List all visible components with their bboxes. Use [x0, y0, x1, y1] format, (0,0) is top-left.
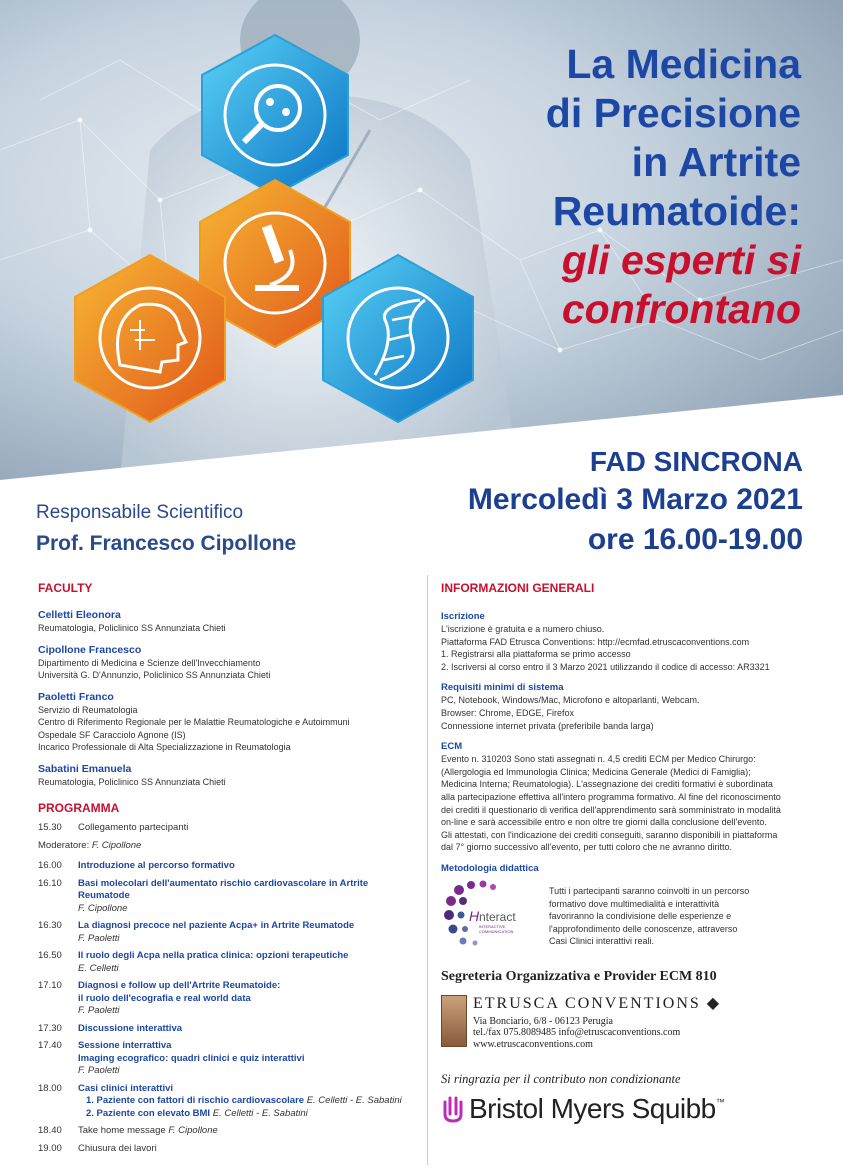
left-column [38, 580, 413, 1160]
program-row [38, 1083, 413, 1121]
program-content [78, 822, 413, 835]
title-line: La Medicina [566, 41, 801, 87]
faculty-name: Cipollone Francesco [38, 643, 142, 656]
sub-title: 2. Paziente con elevato BMI [86, 1107, 211, 1119]
program-row [38, 980, 413, 1018]
etrusca-name [473, 995, 721, 1013]
etrusca-logo-icon [441, 995, 467, 1047]
info-line: alla partecipazione effettiva all'intero programma formativo. Al fine del riconoscimento [441, 791, 781, 802]
faculty-affiliation: Incarico Professionale di Alta Specializzazione in Reumatologia [38, 742, 291, 752]
info-line: Connessione internet privata (preferibile banda larga) [441, 720, 654, 731]
program-speaker: E. Celletti [78, 962, 119, 974]
info-line: Gli attestati, con l'indicazione dei crediti conseguiti, saranno disponibili in piattaforma [441, 829, 778, 840]
program-speaker: F. Cipollone [78, 902, 128, 914]
moderator-name: F. Cipollone [91, 839, 142, 851]
scientific-lead [36, 500, 296, 558]
methodology-line: Casi Clinici interattivi reali. [549, 936, 655, 947]
faculty-affiliation: Ospedale SF Caracciolo Agnone (IS) [38, 729, 186, 740]
info-line: 1. Registrarsi alla piattaforma se primo accesso [441, 649, 631, 660]
program-title: Il ruolo degli Acpa nella pratica clinica: opzioni terapeutiche [78, 950, 349, 961]
program-time: 16.30 [38, 920, 62, 931]
programma-heading: PROGRAMMA [38, 801, 120, 815]
info-sections [441, 610, 811, 875]
program-time: 17.10 [38, 980, 62, 991]
program-time: 18.00 [38, 1082, 62, 1094]
program-speaker: F. Cipollone [168, 1125, 218, 1136]
event-date: Mercoledì 3 Marzo 2021 [467, 483, 803, 516]
interact-sub2: COMMUNICATION [479, 928, 514, 934]
program-time: 15.30 [38, 822, 62, 833]
faculty-member [38, 690, 413, 754]
event-schedule [468, 444, 803, 560]
interact-logo [441, 875, 541, 955]
methodology-line: formativo dove multimedialità e interattività [549, 898, 720, 909]
column-divider [427, 575, 428, 1165]
program-row [38, 878, 413, 916]
title-line: in Artrite [631, 139, 801, 185]
methodology-line: Tutti i partecipanti saranno coinvolti in un percorso [549, 885, 750, 896]
moderator-line [38, 840, 413, 853]
info-line: dei crediti il questionario di verifica dell'apprendimento sarà somministrato in modalità [441, 804, 781, 815]
sub-speaker: E. Celletti - E. Sabatini [212, 1107, 308, 1119]
faculty-affiliation: Università G. D'Annunzio, Policlinico SS Annunziata Chieti [38, 670, 271, 680]
program-title: Collegamento partecipanti [78, 822, 189, 833]
methodology-text [541, 875, 749, 955]
faculty-affiliation: Dipartimento di Medicina e Scienze dell'Invecchiamento [38, 657, 261, 668]
info-line: 2. Iscriversi al corso entro il 3 Marzo 2021 utilizzando il codice di accesso: AR3321 [441, 661, 770, 672]
program-time: 16.50 [38, 950, 62, 961]
sponsor-logo [441, 1093, 811, 1125]
faculty-name: Paoletti Franco [38, 690, 114, 703]
program-title: Discussione interattiva [78, 1022, 183, 1034]
info-section-text [441, 694, 811, 732]
program-row [38, 950, 413, 975]
program-time: 17.30 [38, 1022, 62, 1034]
program-content [78, 1023, 413, 1036]
program-speaker: F. Paoletti [78, 932, 120, 944]
program-time: 16.10 [38, 877, 62, 889]
info-line: Evento n. 310203 Sono stati assegnati n. 4,5 crediti ECM per Medico Chirurgo: [441, 754, 756, 765]
event-mode: FAD SINCRONA [589, 446, 803, 477]
methodology-block [441, 875, 811, 955]
title-line-red: confrontano [561, 286, 801, 332]
faculty-affiliation: Reumatologia, Policlinico SS Annunziata Chieti [38, 623, 226, 633]
program-title: Diagnosi e follow up dell'Artrite Reumatoide: [78, 980, 281, 991]
scientific-lead-name: Prof. Francesco Cipollone [36, 532, 297, 555]
program-sub-item [78, 1095, 413, 1108]
faculty-member [38, 762, 413, 789]
etrusca-block [441, 995, 811, 1051]
interact-sub1: INTERACTIVE [479, 923, 506, 929]
info-line: dal 7° giorno successivo all'evento, per tutti coloro che ne avranno diritto. [441, 842, 732, 853]
info-section-title: Metodologia didattica [441, 862, 539, 874]
program-content [78, 1083, 413, 1121]
program-title: Chiusura dei lavori [78, 1142, 157, 1154]
etrusca-address [473, 1016, 721, 1051]
program-content [78, 950, 413, 975]
info-section-title: Iscrizione [441, 611, 485, 622]
info-line: on-line e sarà accessibile entro e non oltre tre giorni dalla conclusione dell'evento. [441, 817, 767, 828]
program-content [78, 878, 413, 916]
info-line: Browser: Chrome, EDGE, Firefox [441, 707, 575, 718]
info-section-title: ECM [441, 741, 463, 753]
program-time: 18.40 [38, 1125, 62, 1136]
scientific-lead-label: Responsabile Scientifico [36, 502, 244, 523]
program-title: Sessione interrattiva [78, 1040, 172, 1051]
info-line: (Allergologia ed Immunologia Clinica; Medicina Generale (Medici di Famiglia); [441, 766, 751, 777]
event-time: ore 16.00-19.00 [587, 523, 803, 556]
address-line: www.etruscaconventions.com [473, 1038, 593, 1050]
programma-list [38, 822, 413, 1155]
program-content [78, 860, 413, 873]
program-title-2: Imaging ecografico: quadri clinici e quiz interattivi [78, 1052, 305, 1064]
info-line: Medicina Interna; Reumatologia). L'assegnazione dei crediti formativi è subordinata [441, 779, 773, 790]
svg-text:H: H [469, 907, 480, 924]
address-line: Via Bonciario, 6/8 - 06123 Perugia [473, 1015, 613, 1027]
program-speaker: F. Paoletti [78, 1005, 120, 1016]
program-row [38, 1125, 413, 1138]
program-content [78, 1040, 413, 1078]
program-content [78, 980, 413, 1018]
program-content [78, 1143, 413, 1156]
program-title: Basi molecolari dell'aumentato rischio cardiovascolare in Artrite Reumatode [78, 877, 369, 901]
program-content [78, 1125, 413, 1138]
faculty-heading: FACULTY [38, 581, 93, 595]
etrusca-name-text: ETRUSCA CONVENTIONS [473, 994, 701, 1012]
info-section-text [441, 623, 811, 673]
title-line: Reumatoide: [552, 188, 801, 234]
title-line: di Precisione [545, 90, 801, 136]
info-line: L'iscrizione è gratuita e a numero chiuso. [441, 624, 605, 634]
info-section-title: Requisiti minimi di sistema [441, 682, 564, 694]
right-column [441, 580, 811, 1125]
interact-word: nteract [479, 909, 516, 924]
program-row [38, 1040, 413, 1078]
methodology-line: favoriranno la condivisione delle esperienze e [549, 911, 732, 922]
event-title [371, 40, 801, 334]
program-title: Take home message [78, 1125, 166, 1136]
faculty-affiliation: Servizio di Reumatologia [38, 704, 138, 715]
program-title: Casi clinici interattivi [78, 1082, 174, 1094]
program-speaker: F. Paoletti [78, 1065, 120, 1076]
program-content [78, 920, 413, 945]
program-time: 17.40 [38, 1040, 62, 1051]
faculty-member [38, 643, 413, 682]
program-time: 16.00 [38, 860, 62, 871]
program-row [38, 1143, 413, 1156]
program-title-2: il ruolo dell'ecografia e real world data [78, 992, 251, 1004]
program-sub-item [78, 1108, 413, 1121]
bms-mark-icon [441, 1094, 465, 1124]
methodology-lines [549, 885, 749, 948]
program-time: 19.00 [38, 1142, 62, 1154]
faculty-list [38, 608, 413, 788]
sponsor-thanks: Si ringrazia per il contributo non condizionante [441, 1072, 681, 1087]
methodology-line: l'approfondimento delle conoscenze, attraverso [549, 923, 738, 934]
info-line: Piattaforma FAD Etrusca Conventions: http://ecmfad.etruscaconventions.com [441, 636, 750, 647]
program-row [38, 920, 413, 945]
program-title: Introduzione al percorso formativo [78, 860, 235, 871]
address-line: tel./fax 075.8089485 info@etruscaconventions.com [473, 1027, 681, 1039]
faculty-affiliation: Reumatologia, Policlinico SS Annunziata Chieti [38, 776, 226, 787]
segreteria-title: Segreteria Organizzativa e Provider ECM 810 [441, 968, 717, 984]
sub-speaker: E. Celletti - E. Sabatini [306, 1095, 402, 1106]
moderator-label: Moderatore: [38, 839, 90, 851]
program-row [38, 822, 413, 835]
info-line: PC, Notebook, Windows/Mac, Microfono e altoparlanti, Webcam. [441, 695, 700, 706]
interact-dots-icon [441, 875, 541, 950]
sponsor-name: Bristol Myers Squibb [469, 1093, 716, 1125]
title-line-red: gli esperti si [561, 237, 801, 283]
info-section-text [441, 753, 811, 854]
etrusca-details [467, 995, 721, 1051]
diamond-icon: ◆ [706, 994, 722, 1012]
faculty-affiliation: Centro di Riferimento Regionale per le Malattie Reumatologiche e Autoimmuni [38, 717, 350, 727]
program-row [38, 860, 413, 873]
program-title: La diagnosi precoce nel paziente Acpa+ in Artrite Reumatode [78, 920, 355, 931]
sponsor-tm: ™ [715, 1097, 725, 1108]
faculty-name: Celletti Eleonora [38, 609, 121, 621]
program-row [38, 1023, 413, 1036]
faculty-name: Sabatini Emanuela [38, 762, 132, 775]
info-heading: INFORMAZIONI GENERALI [441, 581, 595, 595]
faculty-member [38, 608, 413, 635]
sub-title: 1. Paziente con fattori di rischio cardiovascolare [86, 1095, 305, 1106]
